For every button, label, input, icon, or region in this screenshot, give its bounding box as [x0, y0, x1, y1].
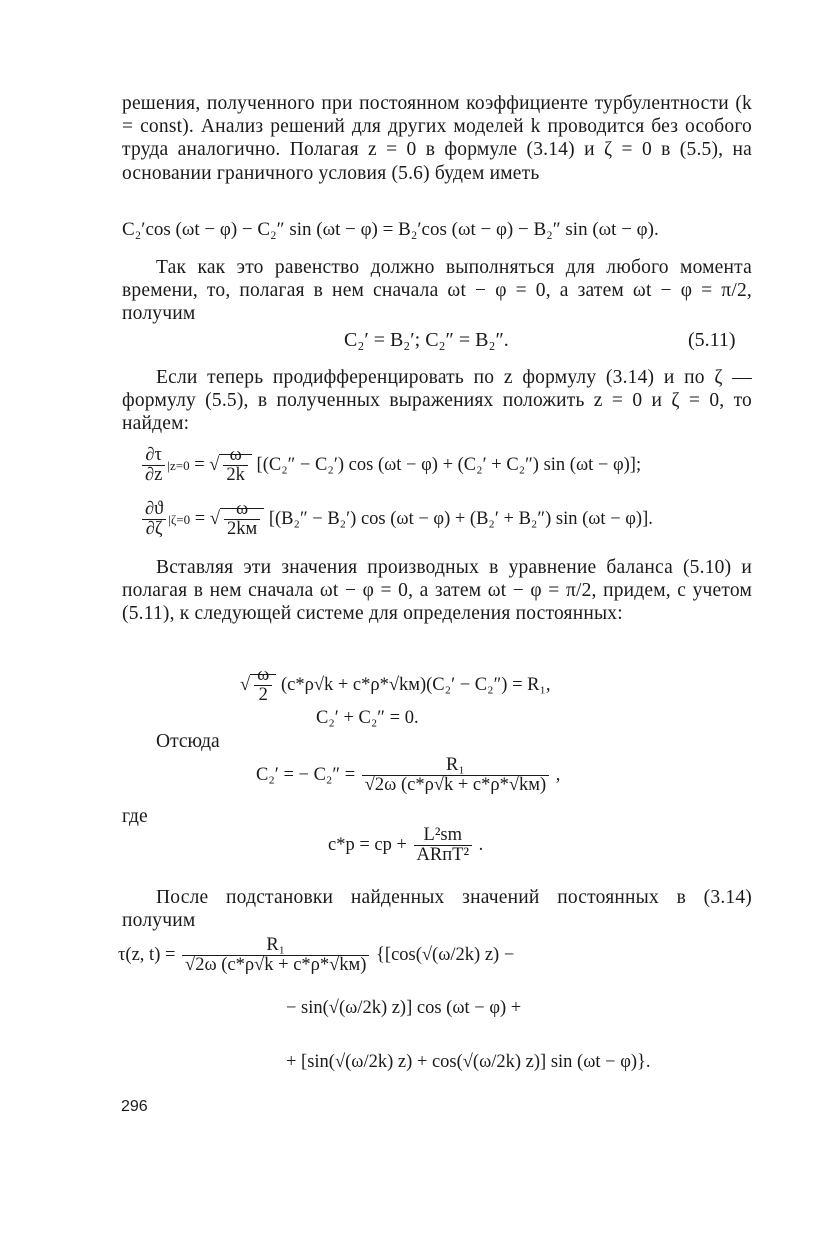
system-equation-2: C₂′ + C₂″ = 0. — [316, 708, 419, 728]
tau-solution-line-3: + [sin(√(ω/2k) z) + cos(√(ω/2k) z)] sin (ωt − φ)}. — [286, 1052, 651, 1072]
equation-boundary: C₂′cos (ωt − φ) − C₂″ sin (ωt − φ) = B₂′cos (ωt − φ) − B₂″ sin (ωt − φ). — [122, 219, 659, 240]
equation-5-11: C₂′ = B₂′; C₂″ = B₂″. — [344, 329, 509, 351]
page-number: 296 — [121, 1098, 148, 1115]
tau-solution-line-2: − sin(√(ω/2k) z)] cos (ωt − φ) + — [286, 998, 522, 1018]
paragraph-2: Так как это равенство должно выполняться для любого момента времени, то, полагая в нем сначала ωt − φ = 0, а затем ωt − φ = π/2, получим — [122, 257, 752, 325]
paragraph-5: После подстановки найденных значений постоянных в (3.14) получим — [122, 887, 752, 932]
tau-bracket-1: {[cos(√(ω/2k) z) − — [376, 945, 515, 966]
cp-numerator: L²sm — [414, 826, 472, 846]
tau-numerator: R₁ — [182, 936, 369, 956]
paragraph-1: решения, полученного при постоянном коэффициенте турбулентности (k = const). Анализ решений для других моделей k проводится без особого труда аналогично. Полагая z = 0 в формуле (3.14) и ζ = 0 в (5.5), на основании граничного условия (5.6) будем иметь — [122, 93, 752, 184]
derivative-equation-1: $\frac{\partial\tau}{\partial z}$ |z=0 = √ $\frac{\omega}{2k}$ [(C₂″ − C₂′) cos (ωt − φ) + (C₂′ + C₂″) sin (ωt − φ)]; — [140, 446, 641, 486]
paragraph-3: Если теперь продифференцировать по z формулу (3.14) и по ζ — формулу (5.5), в полученных выражениях положить z = 0 и ζ = 0, то найдем: — [122, 367, 752, 435]
word-otsyuda: Отсюда — [156, 731, 220, 752]
tau-solution-line-1 — [118, 936, 514, 976]
constants-denominator: √2ω (c*ρ√k + c*ρ*√kм) — [364, 775, 547, 796]
derivative-2-bracket: [(B₂″ − B₂′) cos (ωt − φ) + (B₂′ + B₂″) sin (ωt − φ)]. — [268, 509, 653, 530]
paragraph-4: Вставляя эти значения производных в уравнение баланса (5.10) и полагая в нем сначала ωt − φ = 0, а затем ωt − φ = π/2, придем, с учетом (5.11), к следующей системе для определения постоянных: — [122, 557, 752, 625]
constants-solution: C₂′ = − C₂″ = $\frac{\text{R₁}}{√2\omega (c*\rho√k + c*\rho*√kм)}$ , — [256, 755, 561, 796]
word-gde: где — [122, 806, 148, 827]
cp-denominator: ARпT² — [416, 845, 469, 866]
cp-definition: c*p = cp + $\frac{\text{L²sm}}{\text{ARпT²}}$ . — [328, 825, 484, 866]
tau-denominator: √2ω (c*ρ√k + c*ρ*√kм) — [185, 955, 367, 976]
derivative-equation-2: $\frac{\partial ϑ}{\partial\zeta}$ |ζ=0 = √ $\frac{\omega}{2kм}$ [(B₂″ − B₂′) cos (ωt − φ) + (B₂′ + B₂″) sin (ωt − φ)]. — [140, 500, 653, 540]
constants-numerator: R₁ — [362, 756, 549, 776]
tau-lhs: τ(z, t) = — [118, 945, 176, 966]
cp-lhs: c*p = cp + — [328, 835, 407, 856]
equation-number-5-11: (5.11) — [688, 329, 736, 351]
system-equation-1: √ $\frac{\omega}{2}$ (c*ρ√k + c*ρ*√kм)(C₂′ − C₂″) = R₁, — [240, 665, 551, 706]
constants-lhs: C₂′ = − C₂″ = — [256, 765, 356, 786]
system-1-tail: (c*ρ√k + c*ρ*√kм)(C₂′ − C₂″) = R₁, — [280, 675, 551, 696]
derivative-1-bracket: [(C₂″ − C₂′) cos (ωt − φ) + (C₂′ + C₂″) sin (ωt − φ)]; — [256, 455, 642, 476]
